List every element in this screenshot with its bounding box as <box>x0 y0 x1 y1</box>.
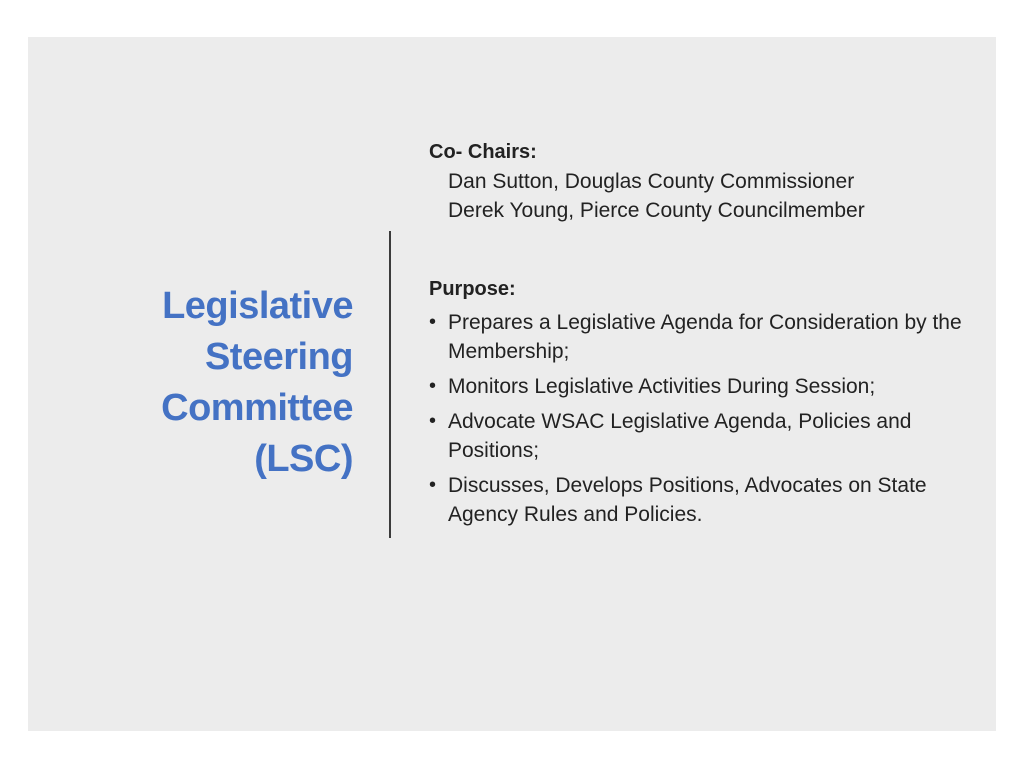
purpose-item-text: Monitors Legislative Activities During Session; <box>448 375 876 398</box>
slide <box>28 37 996 731</box>
bullet-icon: • <box>429 375 437 397</box>
title-line-3: Committee <box>161 387 353 429</box>
purpose-item-text: Discusses, Develops Positions, Advocates on State Agency Rules and Policies. <box>448 474 927 526</box>
purpose-item <box>429 372 969 401</box>
bullet-icon: • <box>429 410 437 432</box>
cochair-name: Dan Sutton, Douglas County Commissioner <box>448 170 855 193</box>
title-line-1: Legislative <box>162 285 353 327</box>
purpose-item-text: Prepares a Legislative Agenda for Consideration by the Membership; <box>448 311 962 363</box>
purpose-item <box>429 407 969 465</box>
purpose-item <box>429 471 969 529</box>
content-body <box>429 138 969 535</box>
bullet-icon: • <box>429 474 437 496</box>
title-line-4: (LSC) <box>254 438 353 480</box>
title-line-2: Steering <box>204 336 353 378</box>
cochair-name: Derek Young, Pierce County Councilmember <box>448 199 865 222</box>
purpose-heading: Purpose: <box>429 278 516 300</box>
purpose-list <box>429 308 969 529</box>
vertical-divider <box>389 231 391 538</box>
slide-title <box>98 281 353 485</box>
purpose-item <box>429 308 969 366</box>
bullet-icon: • <box>429 311 437 333</box>
cochairs-heading: Co- Chairs: <box>429 141 537 163</box>
purpose-item-text: Advocate WSAC Legislative Agenda, Policies and Positions; <box>448 410 912 462</box>
